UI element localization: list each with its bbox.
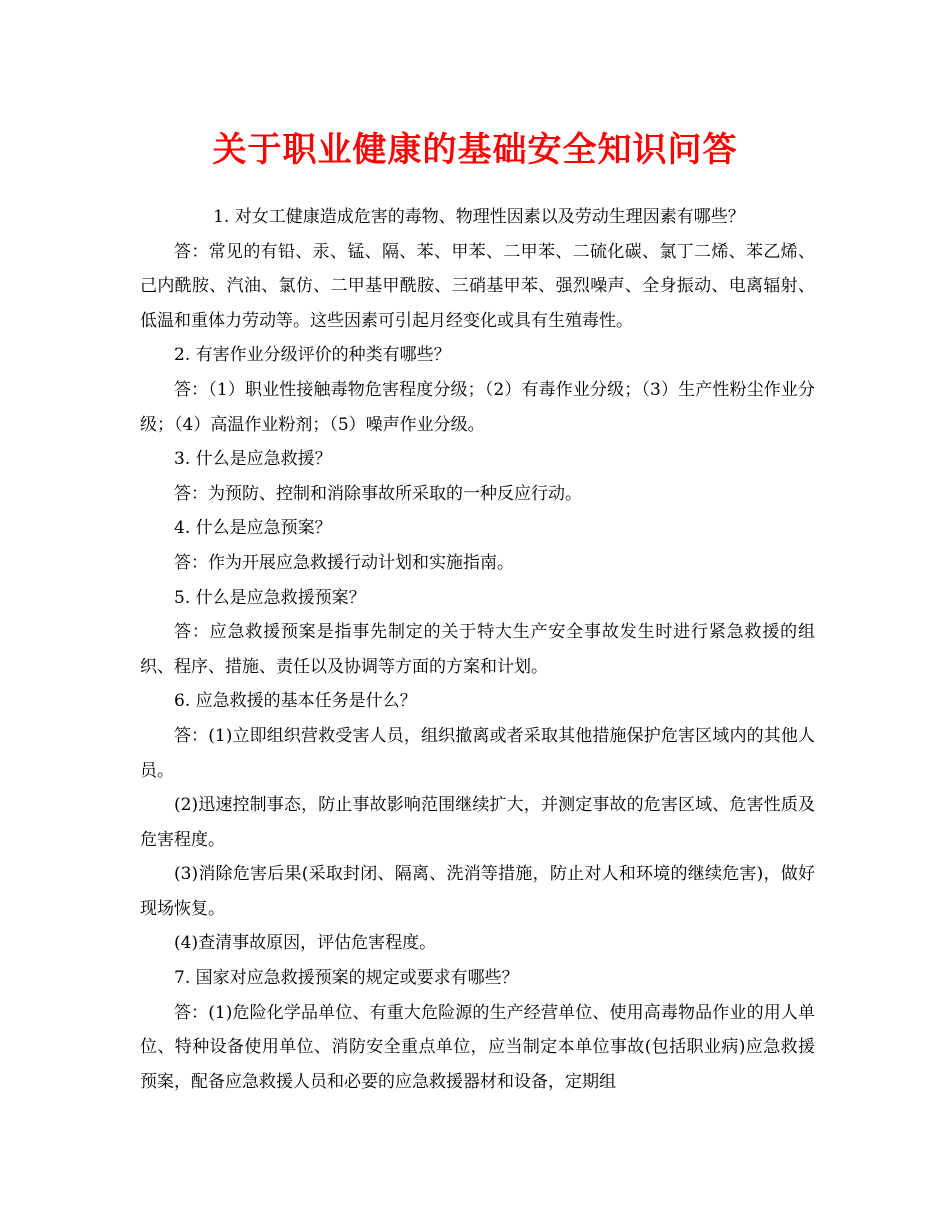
- document-title: 关于职业健康的基础安全知识问答: [212, 130, 738, 170]
- question-1: 1. 对女工健康造成危害的毒物、物理性因素以及劳动生理因素有哪些？: [213, 207, 745, 227]
- question-4: 4. 什么是应急预案？: [174, 518, 332, 539]
- answer-6-item-4: (4)查清事故原因，评估危害程度。: [174, 933, 437, 954]
- answer-6-item-3: (3)消除危害后果(采取封闭、隔离、洗消等措施，防止对人和环境的继续危害)，做好现场恢复。: [140, 864, 815, 919]
- question-5: 5. 什么是应急救援预案？: [174, 587, 366, 608]
- question-3: 3. 什么是应急救援？: [174, 449, 332, 470]
- question-6: 6. 应急救援的基本任务是什么？: [174, 691, 417, 712]
- document-body: [140, 200, 815, 1099]
- answer-1: 答：常见的有铅、汞、锰、隔、苯、甲苯、二甲苯、二硫化碳、氯丁二烯、苯乙烯、己内酰胺、汽油、氯仿、二甲基甲酰胺、三硝基甲苯、强烈噪声、全身振动、电离辐射、低温和重体力劳动等。这些因素可引起月经变化或具有生殖毒性。: [140, 241, 815, 331]
- answer-2: 答：（1）职业性接触毒物危害程度分级；（2）有毒作业分级；（3）生产性粉尘作业分级；（4）高温作业粉剂；（5）噪声作业分级。: [140, 379, 815, 435]
- answer-6-item-1: 答：(1)立即组织营救受害人员，组织撤离或者采取其他措施保护危害区域内的其他人员。: [140, 725, 815, 781]
- answer-3: 答：为预防、控制和消除事故所采取的一种反应行动。: [174, 483, 582, 504]
- answer-6-item-2: (2)迅速控制事态，防止事故影响范围继续扩大，并测定事故的危害区域、危害性质及危害程度。: [140, 795, 815, 850]
- question-7: 7. 国家对应急救援预案的规定或要求有哪些？: [174, 968, 519, 989]
- answer-5: 答：应急救援预案是指事先制定的关于特大生产安全事故发生时进行紧急救援的组织、程序、措施、责任以及协调等方面的方案和计划。: [140, 622, 815, 677]
- answer-7-item-1: 答：(1)危险化学品单位、有重大危险源的生产经营单位、使用高毒物品作业的用人单位、特种设备使用单位、消防安全重点单位，应当制定本单位事故(包括职业病)应急救援预案，配备应急救援人员和必要的应急救援器材和设备，定期组: [140, 1002, 815, 1092]
- question-2: 2. 有害作业分级评价的种类有哪些？: [174, 345, 451, 366]
- answer-4: 答：作为开展应急救援行动计划和实施指南。: [174, 552, 514, 573]
